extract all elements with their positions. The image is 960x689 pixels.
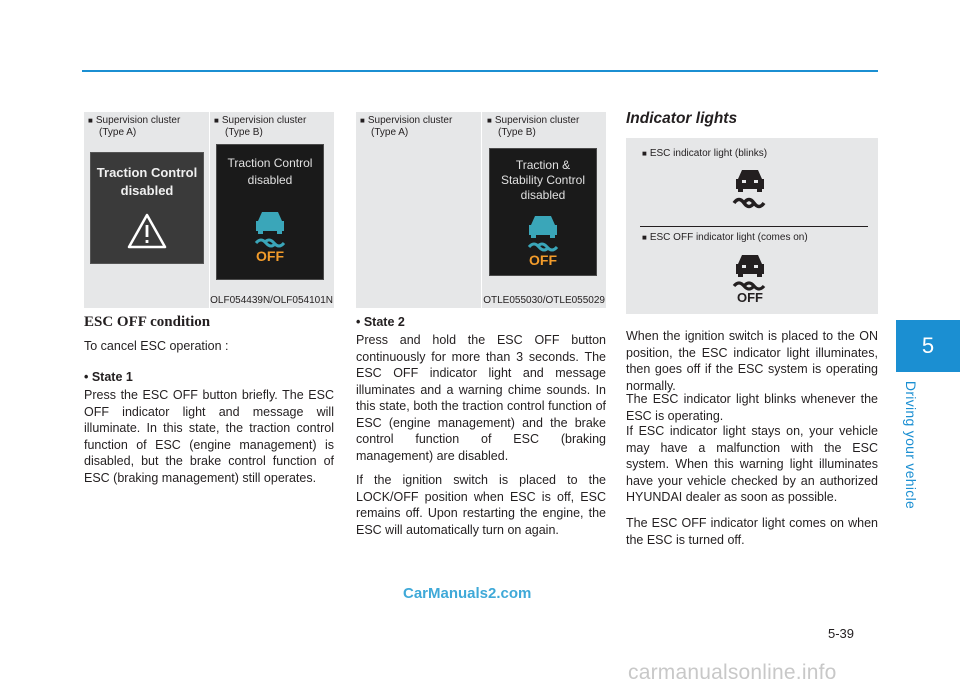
indicator-paragraph-4: The ESC OFF indicator light comes on when the ESC is turned off. [626,516,878,547]
chapter-number: 5 [921,333,935,358]
figure-mid-code: OTLE055030/OTLE055029 [483,295,605,306]
esc-off-icon-text: OFF [529,252,557,268]
esc-off-icon-text: OFF [256,248,284,264]
esc-off-indicator-icon [728,250,772,306]
screen-message-line2: disabled [120,183,174,198]
ignition-text: If the ignition switch is placed to the LOCK/OFF position when ESC is off, ESC remains off. Upon restarting the engine, the ESC will automatically turn on again. [356,473,606,537]
indicator-divider [640,226,868,227]
chapter-title: Driving your vehicle [903,380,919,510]
esc-off-icon [248,207,292,265]
footer-watermark[interactable]: carmanualsonline.info [628,661,837,684]
screen-message-line2: Stability Control [500,173,586,187]
figure-left-code: OLF054439N/OLF054101N [210,295,333,306]
intro-text: To cancel ESC operation : [84,339,229,353]
screen-message-line1: Traction Control [227,156,313,170]
cluster-screen-type-b [216,144,324,280]
cluster-screen-type-a [90,152,204,264]
warning-triangle-icon [127,213,167,249]
esc-indicator-icon [728,165,772,215]
indicator-paragraph-1: When the ignition switch is placed to the ON position, the ESC indicator light illuminates, then goes off if the ESC system is operating normally. [626,329,878,393]
screen-message-line3: disabled [520,188,566,202]
caption-mid-type-b: ■ Supervision cluster (Type B) [487,115,580,138]
esc-light-caption: ■ ESC indicator light (blinks) [642,148,768,159]
chapter-number-tab[interactable] [896,320,960,372]
figure-divider [481,112,482,308]
esc-off-indicator-text: OFF [737,290,763,305]
state1-text: Press the ESC OFF button briefly. The ESC OFF indicator light and message will illuminate. In this state, the traction control function of ESC (engine management) is disabled, but the brake control function of ESC (braking management) still operates. [84,388,334,485]
watermark-carmanuals2[interactable]: CarManuals2.com [403,585,532,602]
screen-message-line2: disabled [247,173,293,187]
section-heading-indicator-lights: Indicator lights [626,110,738,127]
state2-title: • State 2 [356,315,405,329]
caption-mid-type-a: ■ Supervision cluster (Type A) [360,115,453,138]
cluster-screen-type-b-mid [489,148,597,276]
section-heading-esc-off: ESC OFF condition [84,314,211,330]
screen-message-line1: Traction & [515,158,571,172]
esc-off-icon [521,211,565,269]
esc-off-light-caption: ■ ESC OFF indicator light (comes on) [642,232,808,243]
screen-message-line1: Traction Control [96,165,198,180]
indicator-paragraph-3: If ESC indicator light stays on, your vehicle may have a malfunction with the ESC system. When this warning light illuminates have your vehicle checked by an authorized HYUNDAI dealer as soon as possible. [626,424,878,504]
header-rule [82,70,878,72]
caption-left-type-b: ■ Supervision cluster (Type B) [214,115,307,138]
figure-divider [209,112,210,308]
chapter-title-sidebar [898,380,924,510]
caption-left-type-a: ■ Supervision cluster (Type A) [88,115,181,138]
page-number: 5-39 [828,626,855,641]
indicator-paragraph-2: The ESC indicator light blinks whenever the ESC is operating. [626,392,878,423]
state2-text: Press and hold the ESC OFF button continuously for more than 3 seconds. The ESC OFF indicator light and message illuminates and a warning chime sounds. In this state, both the traction control function of ESC (engine management) and the brake control function of ESC (braking management) are disabled. [356,333,606,463]
state1-title: • State 1 [84,370,133,384]
